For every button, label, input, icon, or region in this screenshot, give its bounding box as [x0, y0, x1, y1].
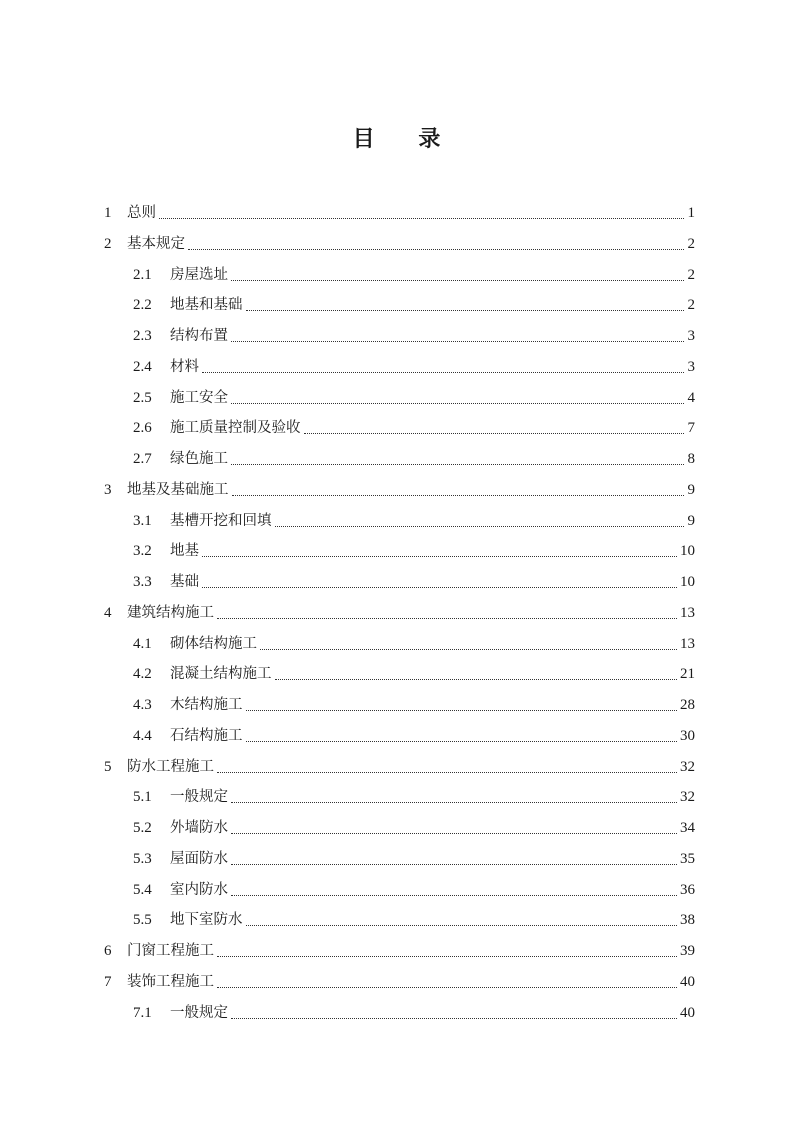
dot-leader [231, 341, 684, 342]
toc-entry-page-number: 4 [687, 389, 695, 406]
dot-leader [231, 403, 684, 404]
toc-entry[interactable] [133, 841, 695, 869]
toc-entry-number: 7 [104, 973, 112, 990]
toc-entry[interactable] [133, 687, 695, 715]
toc-entry[interactable] [133, 564, 695, 592]
toc-entry-title: 房屋选址 [170, 266, 228, 283]
dot-leader [217, 956, 677, 957]
toc-entry[interactable] [133, 872, 695, 900]
toc-entry-page-number: 28 [680, 697, 695, 713]
toc-entry-number: 4 [104, 604, 112, 621]
toc-entry-title: 室内防水 [170, 881, 228, 898]
dot-leader [246, 310, 685, 311]
toc-entry[interactable] [133, 318, 695, 346]
toc-entry[interactable] [133, 441, 695, 469]
dot-leader [246, 741, 678, 742]
dot-leader [231, 864, 677, 865]
toc-entry-title: 地基和基础 [170, 297, 243, 314]
toc-entry-page-number: 10 [680, 574, 695, 590]
toc-entry-title: 材料 [170, 358, 199, 375]
toc-entry-title: 基槽开挖和回填 [170, 512, 272, 529]
dot-leader [217, 987, 677, 988]
toc-entry-page-number: 9 [687, 512, 695, 529]
dot-leader [217, 772, 677, 773]
toc-entry-page-number: 7 [687, 420, 695, 437]
dot-leader [231, 464, 684, 465]
toc-entry[interactable] [104, 226, 695, 254]
toc-entry-page-number: 10 [680, 543, 695, 560]
dot-leader [231, 280, 684, 281]
toc-entry-number: 2.7 [133, 451, 152, 467]
toc-entry-page-number: 32 [680, 758, 695, 775]
dot-leader [231, 802, 677, 803]
toc-entry-page-number: 2 [687, 266, 695, 283]
toc-entry-number: 4.3 [133, 697, 152, 713]
toc-entry[interactable] [104, 195, 695, 223]
toc-entry-number: 2.2 [133, 297, 152, 314]
dot-leader [231, 833, 677, 834]
toc-entry-title: 基础 [170, 574, 199, 590]
toc-entry-page-number: 21 [680, 666, 695, 683]
toc-entry-title: 施工质量控制及验收 [170, 420, 301, 437]
toc-entry-page-number: 3 [687, 358, 695, 375]
toc-entry-title: 门窗工程施工 [127, 943, 214, 959]
toc-entry-title: 混凝土结构施工 [170, 666, 272, 683]
toc-entry[interactable] [133, 410, 695, 438]
toc-entry[interactable] [133, 779, 695, 807]
toc-entry-number: 2.5 [133, 389, 152, 406]
toc-entry-number: 4.1 [133, 635, 152, 652]
dot-leader [217, 618, 677, 619]
toc-entry[interactable] [133, 902, 695, 930]
toc-entry-page-number: 13 [680, 635, 695, 652]
dot-leader [246, 710, 678, 711]
toc-entry-number: 5.4 [133, 881, 152, 898]
toc-entry[interactable] [104, 472, 695, 500]
dot-leader [202, 587, 677, 588]
toc-entry-title: 地下室防水 [170, 912, 243, 929]
toc-entry-number: 6 [104, 943, 112, 959]
toc-entry-page-number: 1 [687, 205, 695, 221]
toc-entry-title: 建筑结构施工 [127, 604, 214, 621]
toc-entry-title: 绿色施工 [170, 451, 228, 467]
toc-entry[interactable] [104, 749, 695, 777]
toc-entry-number: 3.1 [133, 512, 152, 529]
toc-entry-number: 5.2 [133, 820, 152, 836]
toc-entry-page-number: 2 [687, 235, 695, 252]
toc-entry[interactable] [133, 656, 695, 684]
toc-entry-number: 3 [104, 481, 112, 498]
toc-entry-page-number: 9 [687, 481, 695, 498]
toc-entry-page-number: 40 [680, 973, 695, 990]
dot-leader [275, 679, 678, 680]
toc-entry-number: 4.4 [133, 727, 152, 744]
toc-entry[interactable] [133, 810, 695, 838]
toc-entry-number: 3.3 [133, 574, 152, 590]
toc-entry-number: 1 [104, 205, 112, 221]
toc-entry[interactable] [133, 533, 695, 561]
toc-entry[interactable] [133, 257, 695, 285]
dot-leader [231, 895, 677, 896]
toc-entry[interactable] [133, 287, 695, 315]
toc-entry[interactable] [133, 349, 695, 377]
dot-leader [232, 495, 685, 496]
page-title: 目 录 [352, 127, 459, 152]
toc-entry-page-number: 39 [680, 943, 695, 959]
toc-entry-title: 一般规定 [170, 789, 228, 806]
toc-entry-page-number: 3 [687, 328, 695, 344]
toc-entry[interactable] [104, 933, 695, 961]
toc-entry-title: 木结构施工 [170, 697, 243, 713]
toc-entry-number: 2.6 [133, 420, 152, 437]
toc-entry-page-number: 8 [687, 451, 695, 467]
dot-leader [202, 556, 677, 557]
toc-entry-number: 3.2 [133, 543, 152, 560]
dot-leader [246, 925, 678, 926]
dot-leader [304, 433, 685, 434]
toc-entry-number: 7.1 [133, 1004, 152, 1021]
toc-entry-number: 5.3 [133, 850, 152, 867]
dot-leader [275, 526, 685, 527]
toc-entry-page-number: 2 [687, 297, 695, 314]
toc-entry-title: 屋面防水 [170, 850, 228, 867]
toc-entry-page-number: 35 [680, 850, 695, 867]
toc-entry[interactable] [133, 503, 695, 531]
dot-leader [159, 218, 684, 219]
toc-entry-number: 2.3 [133, 328, 152, 344]
toc-entry-title: 防水工程施工 [127, 758, 214, 775]
toc-entry-page-number: 30 [680, 727, 695, 744]
toc-entry-title: 总则 [127, 205, 156, 221]
toc-entry[interactable] [133, 626, 695, 654]
toc-entry-number: 5.1 [133, 789, 152, 806]
toc-entry[interactable] [133, 718, 695, 746]
toc-entry-title: 一般规定 [170, 1004, 228, 1021]
dot-leader [231, 1018, 677, 1019]
toc-entry-number: 2.1 [133, 266, 152, 283]
dot-leader [188, 249, 684, 250]
toc-entry-title: 砌体结构施工 [170, 635, 257, 652]
toc-entry-number: 4.2 [133, 666, 152, 683]
toc-entry-title: 地基及基础施工 [127, 481, 229, 498]
toc-entry-page-number: 40 [680, 1004, 695, 1021]
toc-entry-title: 地基 [170, 543, 199, 560]
toc-entry[interactable] [133, 380, 695, 408]
toc-entry-number: 5 [104, 758, 112, 775]
toc-entry-number: 5.5 [133, 912, 152, 929]
toc-entry-page-number: 34 [680, 820, 695, 836]
toc-entry-title: 外墙防水 [170, 820, 228, 836]
toc-entry-title: 施工安全 [170, 389, 228, 406]
toc-entry-page-number: 38 [680, 912, 695, 929]
dot-leader [202, 372, 684, 373]
dot-leader [260, 649, 677, 650]
toc-entry-title: 结构布置 [170, 328, 228, 344]
toc-entry[interactable] [104, 595, 695, 623]
toc-entry-page-number: 36 [680, 881, 695, 898]
toc-entry-page-number: 32 [680, 789, 695, 806]
toc-entry-title: 装饰工程施工 [127, 973, 214, 990]
toc-entry-title: 石结构施工 [170, 727, 243, 744]
toc-entry[interactable] [133, 995, 695, 1023]
toc-entry-title: 基本规定 [127, 235, 185, 252]
toc-entry-number: 2 [104, 235, 112, 252]
toc-entry[interactable] [104, 964, 695, 992]
toc-entry-number: 2.4 [133, 358, 152, 375]
toc-entry-page-number: 13 [680, 604, 695, 621]
